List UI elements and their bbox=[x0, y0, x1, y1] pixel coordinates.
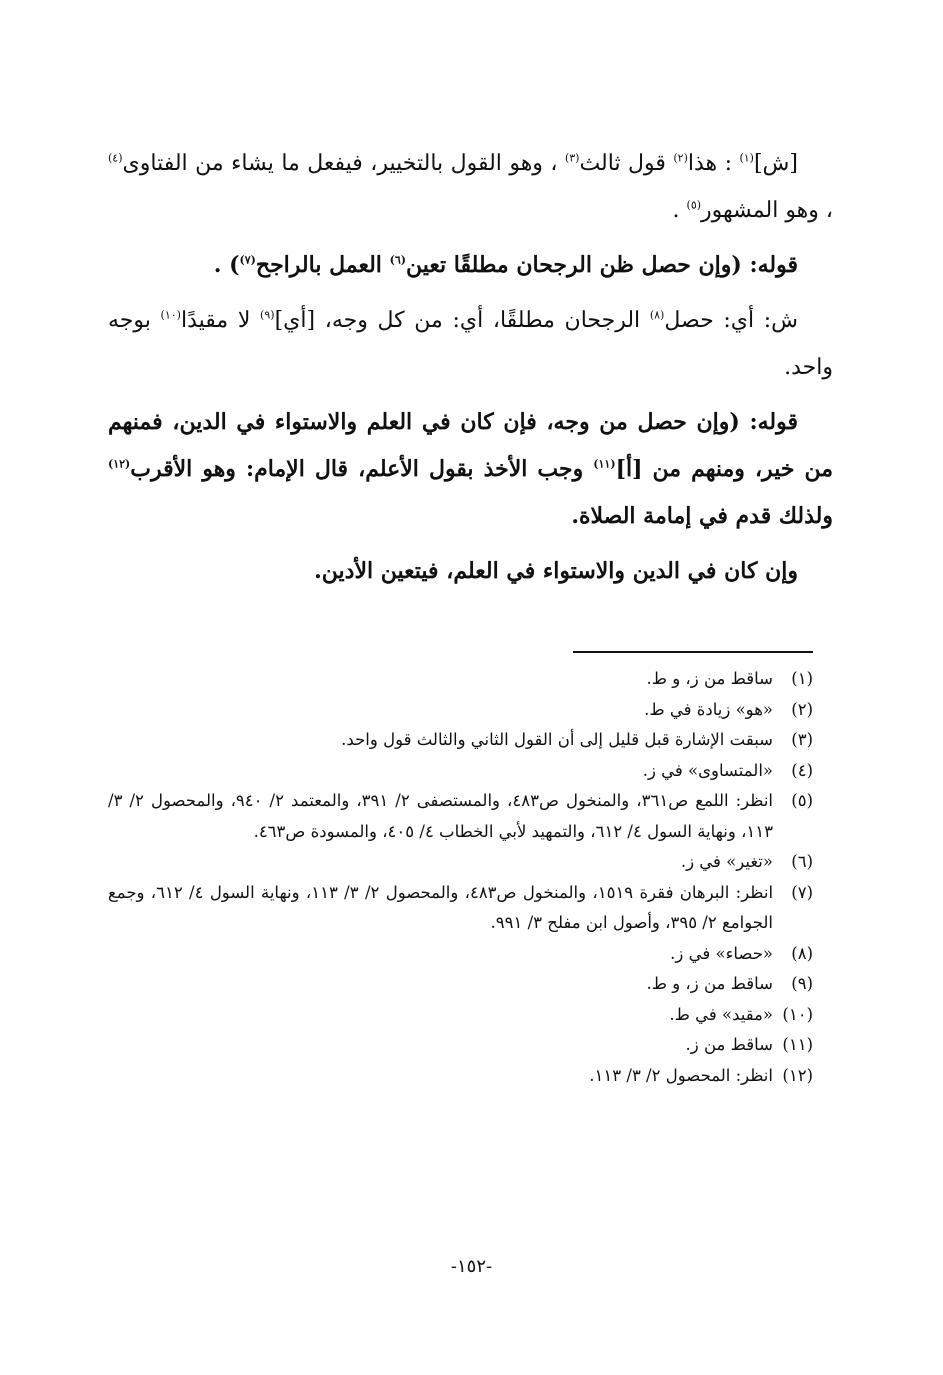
footnote-ref: (٦) bbox=[389, 253, 406, 267]
footnote-divider bbox=[573, 651, 813, 653]
footnote-item bbox=[108, 1000, 813, 1031]
footnote-item bbox=[108, 847, 813, 878]
paragraph-quote-2: قوله: (وإن حصل من وجه، فإن كان في العلم والاستواء في الدين، فمنهم من خير، ومنهم من [أ]$^{(١١)}$ وجب الأخذ بقول الأعلم، قال الإمام: وهو الأقرب$^{(١٢)}$ ولذلك قدم في إمامة الصلاة. bbox=[108, 409, 833, 529]
footnote-ref: (٢) bbox=[673, 151, 688, 165]
paragraph-commentary-2: ش: أي: حصل$^{(٨)}$ الرجحان مطلقًا، أي: من كل وجه، [أي]$^{(٩)}$ لا مقيدًا$^{(١٠)}$ بوجه واحد. bbox=[108, 308, 833, 380]
footnote-number: (٥) bbox=[791, 791, 813, 810]
footnote-text: انظر: البرهان فقرة ١٥١٩، والمنخول ص٤٨٣، والمحصول ٢/ ٣/ ١١٣، ونهاية السول ٤/ ٦١٢، وجمع الجوامع ٢/ ٣٩٥، وأصول ابن مفلح ٣/ ٩٩١. bbox=[108, 882, 774, 932]
footnote-number: (١) bbox=[791, 669, 813, 688]
footnote-text: «تغير» في ز. bbox=[680, 852, 773, 871]
footnote-ref: (١) bbox=[739, 151, 754, 165]
footnote-item bbox=[108, 878, 813, 939]
footnote-ref: (١١) bbox=[593, 457, 616, 471]
footnote-item bbox=[108, 786, 813, 847]
footnote-number: (٦) bbox=[791, 852, 813, 871]
paragraph-commentary-1: [ش]$^{(١)}$ : هذا$^{(٢)}$ قول ثالث$^{(٣)}$ ، وهو القول بالتخيير، فيفعل ما يشاء من الفتاوى$^{(٤)}$ ، وهو المشهور$^{(٥)}$ . bbox=[108, 151, 833, 223]
footnote-number: (١٠) bbox=[782, 1004, 813, 1024]
footnote-text: ساقط من ز. bbox=[685, 1035, 773, 1054]
footnote-ref: (٨) bbox=[649, 308, 665, 322]
footnote-item bbox=[108, 1061, 813, 1092]
footnote-ref: (١٠) bbox=[160, 308, 181, 322]
footnote-item bbox=[108, 725, 813, 756]
footnote-ref: (٥) bbox=[686, 198, 702, 212]
footnote-number: (٤) bbox=[791, 760, 813, 780]
footnote-item bbox=[108, 969, 813, 1000]
footnote-ref: (٣) bbox=[564, 151, 580, 165]
footnote-text: ساقط من ز، و ط. bbox=[646, 669, 773, 688]
footnotes bbox=[108, 664, 813, 1091]
footnote-text: «حصاء» في ز. bbox=[670, 943, 773, 963]
footnote-text: انظر: اللمع ص٣٦١، والمنخول ص٤٨٣، والمستصفى ٢/ ٣٩١، والمعتمد ٢/ ٩٤٠، والمحصول ٢/ ٣/ ١١٣، ونهاية السول ٤/ ٦١٢، والتمهيد لأبي الخطاب ٤/ ٤٠٥، والمسودة ص٤٦٣. bbox=[108, 791, 774, 841]
footnote-ref: (٤) bbox=[108, 151, 123, 165]
footnote-number: (٨) bbox=[791, 943, 813, 963]
footnote-number: (٩) bbox=[791, 974, 813, 993]
footnote-item bbox=[108, 756, 813, 787]
footnote-ref: (١٢) bbox=[108, 457, 131, 471]
footnote-text: «المتساوى» في ز. bbox=[642, 760, 773, 780]
footnote-item bbox=[108, 695, 813, 726]
footnote-number: (٣) bbox=[791, 730, 813, 749]
footnote-ref: (٧) bbox=[239, 253, 256, 267]
footnote-text: ساقط من ز، و ط. bbox=[646, 974, 773, 993]
footnote-text: «مقيد» في ط. bbox=[669, 1004, 773, 1024]
footnote-item bbox=[108, 939, 813, 970]
paragraph-quote-3: وإن كان في الدين والاستواء في العلم، فيتعين الأدين. bbox=[314, 558, 798, 584]
footnote-number: (١١) bbox=[782, 1035, 813, 1054]
footnote-text: انظر: المحصول ٢/ ٣/ ١١٣. bbox=[589, 1065, 773, 1085]
footnote-ref: (٩) bbox=[260, 308, 275, 322]
footnote-text: سبقت الإشارة قبل قليل إلى أن القول الثاني والثالث قول واحد. bbox=[341, 730, 773, 749]
main-text bbox=[108, 140, 833, 603]
footnote-text: «هو» زيادة في ط. bbox=[644, 699, 773, 719]
footnote-number: (٢) bbox=[791, 699, 813, 719]
page-number: -١٥٢- bbox=[450, 1256, 493, 1277]
footnote-number: (١٢) bbox=[782, 1065, 813, 1085]
footnote-item bbox=[108, 1030, 813, 1061]
paragraph-quote-1: قوله: (وإن حصل ظن الرجحان مطلقًا تعين$^{(٦)}$ العمل بالراجح$^{(٧)}$) . bbox=[213, 252, 798, 278]
footnote-item bbox=[108, 664, 813, 695]
footnote-number: (٧) bbox=[791, 882, 813, 902]
